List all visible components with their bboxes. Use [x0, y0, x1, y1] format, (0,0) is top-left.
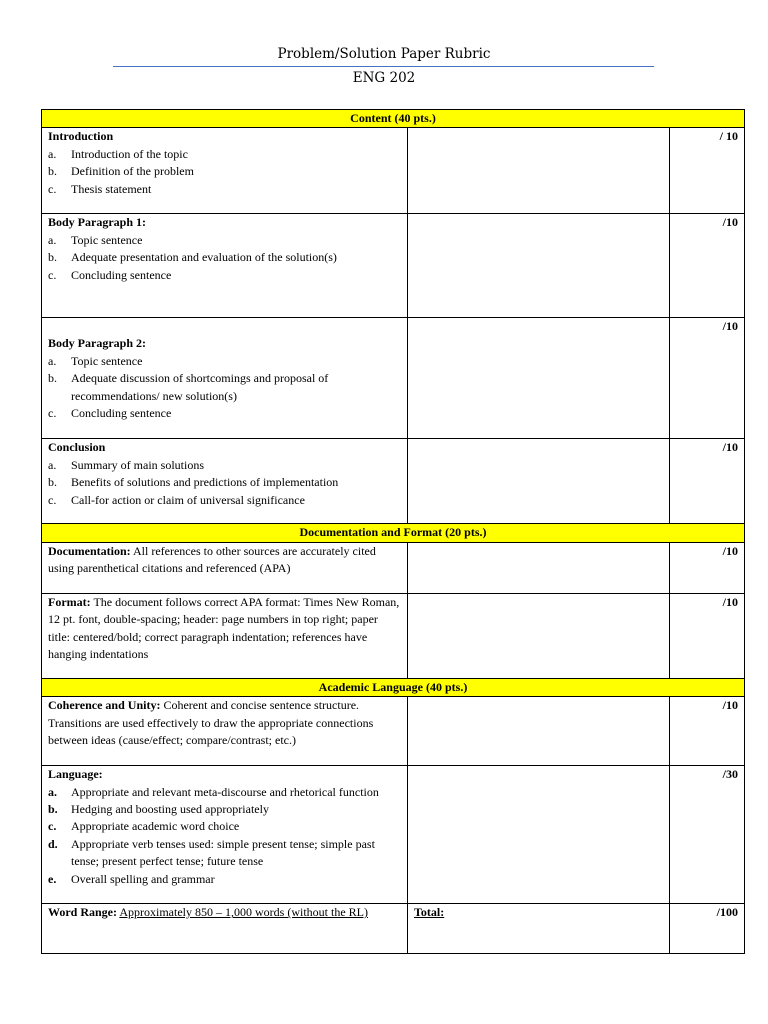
list-item: c. Call-for action or claim of universal significance [48, 492, 305, 507]
criteria-list [48, 784, 401, 888]
word-range-cell [42, 904, 408, 954]
rubric-row-documentation [42, 542, 745, 593]
section-row-content [42, 110, 745, 128]
criteria-text: Coherent and concise sentence structure. Transitions are used effectively to draw the appropriate connections between ideas (cause/effect; compare/contrast; etc.) [48, 698, 374, 748]
rubric-row-coherence [42, 697, 745, 766]
criteria-list [48, 457, 401, 509]
criteria-cell [42, 318, 408, 439]
criteria-cell [42, 697, 408, 766]
total-cell [408, 904, 670, 954]
list-item: a. Topic sentence [48, 353, 143, 368]
criteria-cell [42, 214, 408, 318]
list-item: b. Adequate discussion of shortcomings and proposal of recommendations/ new solution(s) [48, 371, 329, 403]
criteria-heading: Introduction [48, 129, 114, 144]
criteria-heading: Conclusion [48, 440, 106, 455]
comments-cell [408, 542, 670, 593]
list-item: e. Overall spelling and grammar [48, 871, 215, 886]
criteria-heading: Language: [48, 767, 103, 782]
score-cell: /10 [670, 318, 745, 439]
score-cell: /10 [670, 593, 745, 678]
criteria-list [48, 146, 401, 198]
score-cell: /10 [670, 439, 745, 524]
section-header-content: Content (40 pts.) [42, 110, 745, 128]
list-item: c. Concluding sentence [48, 406, 172, 421]
section-header-documentation: Documentation and Format (20 pts.) [42, 524, 745, 542]
list-item: b. Benefits of solutions and predictions of implementation [48, 475, 339, 490]
comments-cell [408, 439, 670, 524]
list-item: c. Appropriate academic word choice [48, 819, 240, 834]
criteria-label: Documentation: [48, 543, 131, 558]
criteria-cell [42, 593, 408, 678]
comments-cell [408, 593, 670, 678]
list-item: b. Hedging and boosting used appropriately [48, 802, 269, 817]
total-score-cell: /100 [670, 904, 745, 954]
section-row-documentation [42, 524, 745, 542]
list-item: d. Appropriate verb tenses used: simple present tense; simple past tense; present perfect tense; future tense [48, 836, 375, 869]
criteria-label: Coherence and Unity: [48, 698, 161, 713]
score-cell: /30 [670, 766, 745, 904]
list-item: a. Appropriate and relevant meta-discourse and rhetorical function [48, 784, 379, 799]
criteria-list [48, 232, 401, 284]
list-item: b. Definition of the problem [48, 164, 194, 179]
criteria-cell [42, 439, 408, 524]
rubric-row-introduction [42, 128, 745, 214]
rubric-row-format [42, 593, 745, 678]
criteria-cell [42, 128, 408, 214]
score-cell: /10 [670, 542, 745, 593]
section-header-academic-language: Academic Language (40 pts.) [42, 678, 745, 696]
list-item: c. Concluding sentence [48, 267, 172, 282]
criteria-text: The document follows correct APA format: Times New Roman, 12 pt. font, double-spacing; header: page numbers in top right; paper title: centered/bold; correct paragraph indentation; references have hanging indentations [48, 594, 400, 662]
page-title: Problem/Solution Paper Rubric [277, 46, 491, 62]
word-range-label: Word Range: [48, 905, 117, 920]
criteria-heading: Body Paragraph 2: [48, 336, 147, 351]
list-item: b. Adequate presentation and evaluation of the solution(s) [48, 250, 337, 265]
list-item: a. Summary of main solutions [48, 457, 204, 472]
comments-cell [408, 766, 670, 904]
criteria-text: All references to other sources are accurately cited using parenthetical citations and referenced (APA) [48, 543, 376, 576]
score-cell: /10 [670, 214, 745, 318]
rubric-table [41, 109, 745, 954]
course-code: ENG 202 [352, 70, 416, 86]
criteria-label: Format: [48, 594, 91, 609]
title-divider [113, 66, 654, 67]
rubric-row-body-paragraph-1 [42, 214, 745, 318]
criteria-list [48, 353, 401, 423]
score-cell: /10 [670, 697, 745, 766]
total-label: Total: [414, 905, 445, 920]
list-item: a. Topic sentence [48, 232, 143, 247]
criteria-heading: Body Paragraph 1: [48, 215, 147, 230]
word-range-value: Approximately 850 – 1,000 words (without the RL) [119, 905, 368, 920]
rubric-row-conclusion [42, 439, 745, 524]
score-cell: / 10 [670, 128, 745, 214]
comments-cell [408, 128, 670, 214]
rubric-row-body-paragraph-2 [42, 318, 745, 439]
criteria-cell [42, 766, 408, 904]
comments-cell [408, 318, 670, 439]
criteria-cell [42, 542, 408, 593]
comments-cell [408, 697, 670, 766]
list-item: a. Introduction of the topic [48, 146, 188, 161]
rubric-row-word-range [42, 904, 745, 954]
section-row-academic-language [42, 678, 745, 696]
list-item: c. Thesis statement [48, 181, 152, 196]
rubric-row-language [42, 766, 745, 904]
comments-cell [408, 214, 670, 318]
